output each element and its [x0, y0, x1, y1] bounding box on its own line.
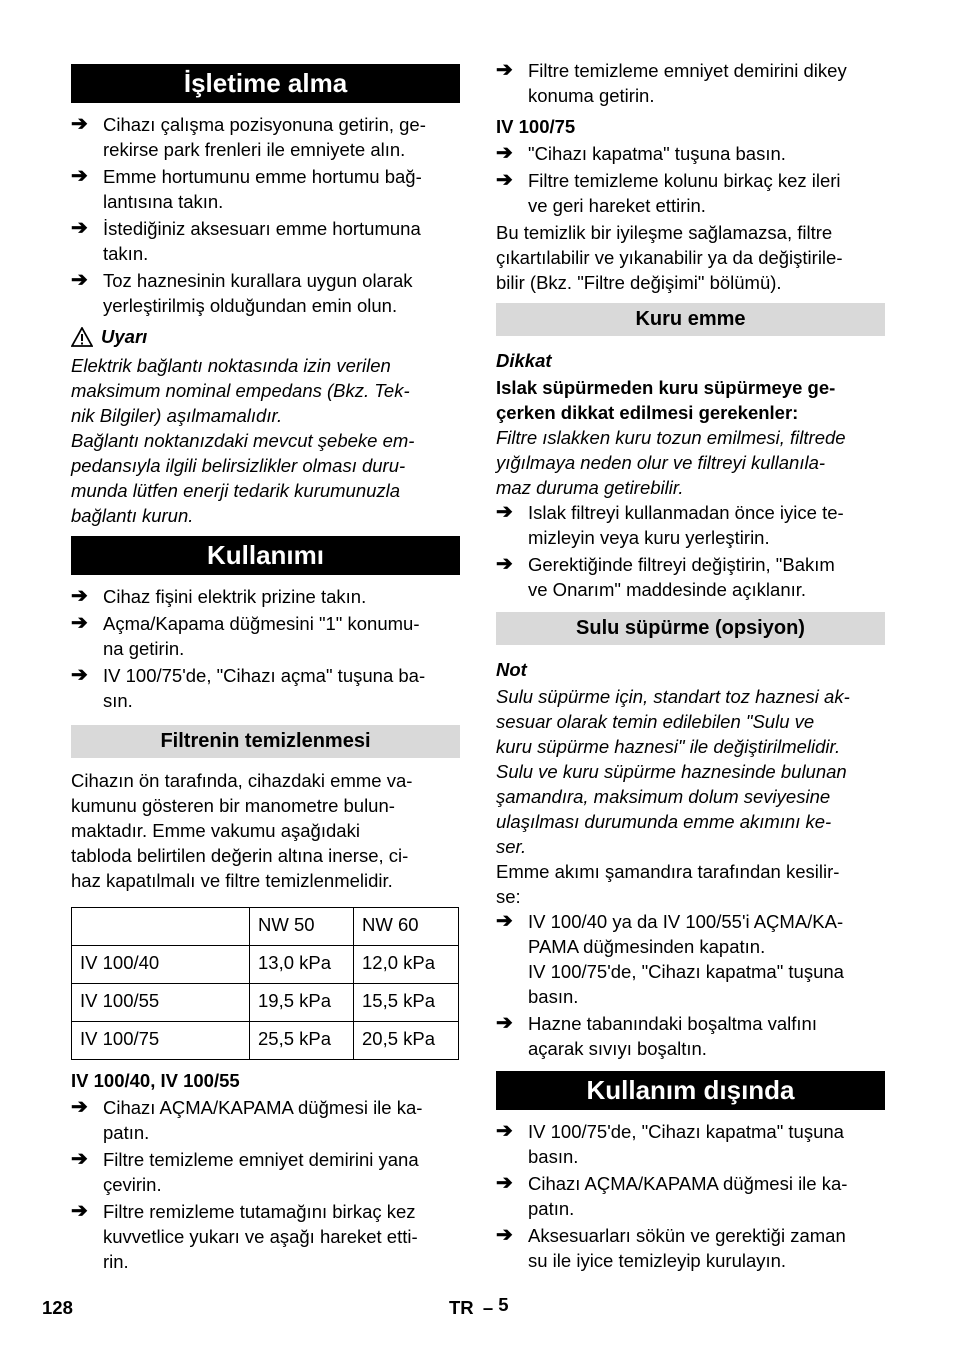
arrow-right-icon: ➔	[496, 910, 513, 932]
arrow-right-icon: ➔	[71, 1148, 88, 1170]
heading-kuru-emme: Kuru emme	[496, 303, 885, 336]
not-italic-text: Sulu süpürme için, standart toz haznesi ak- sesuar olarak temin edilebilen "Sulu ve kuru süpürme haznesi" ile değiştirilmelidir. Sulu ve kuru süpürme haznesinde bulunan şamandıra, maksimum dolum seviyesine ulaşılması durumunda emme akımını ke- ser.	[496, 686, 850, 857]
arrow-right-icon: ➔	[496, 1012, 513, 1034]
list-item: ➔ Gerektiğinde filtreyi değiştirin, "Bakım ve Onarım" maddesinde açıklanır.	[496, 553, 835, 600]
list-item: ➔ Filtre remizleme tutamağını birkaç kez kuvvetlice yukarı ve aşağı hareket etti- rin.	[71, 1200, 418, 1272]
list-item: ➔ IV 100/75'de, "Cihazı açma" tuşuna ba- sın.	[71, 664, 426, 711]
arrow-right-icon: ➔	[496, 501, 513, 523]
warning-label: Uyarı	[71, 324, 460, 349]
heading-filtrenin-temizlenmesi: Filtrenin temizlenmesi	[71, 725, 460, 758]
footer-lang: TR – 5	[449, 1294, 509, 1318]
list-item: ➔ Cihazı AÇMA/KAPAMA düğmesi ile ka- patın.	[496, 1172, 848, 1219]
right-column	[496, 58, 885, 1275]
list-item: ➔ Aksesuarları sökün ve gerektiği zaman su ile iyice temizleyip kurulayın.	[496, 1224, 846, 1271]
list-item: ➔ Cihazı AÇMA/KAPAMA düğmesi ile ka- patın.	[71, 1096, 423, 1143]
arrow-right-icon: ➔	[496, 59, 513, 81]
iv75-paragraph: Bu temizlik bir iyileşme sağlamazsa, filtre çıkartılabilir ve yıkanabilir ya da değiştirile- bilir (Bkz. "Filtre değişimi" bölümü).	[496, 222, 843, 293]
warning-triangle-icon	[71, 327, 93, 347]
arrow-right-icon: ➔	[496, 553, 513, 575]
heading-kullanim-disinda: Kullanım dışında	[496, 1071, 885, 1110]
sulu-paragraph: Emme akımı şamandıra tarafından kesilir- se:	[496, 861, 840, 907]
list-item: ➔ Cihazı çalışma pozisyonuna getirin, ge- rekirse park frenleri ile emniyete alın.	[71, 113, 426, 160]
list-item-continuation: IV 100/75'de, "Cihazı kapatma" tuşuna basın.	[528, 961, 844, 1007]
page-number: 128	[42, 1297, 73, 1318]
pressure-table	[71, 907, 459, 1060]
arrow-right-icon: ➔	[71, 113, 88, 135]
arrow-right-icon: ➔	[71, 585, 88, 607]
arrow-right-icon: ➔	[71, 664, 88, 686]
warning-text-1: Elektrik bağlantı noktasında izin verilen maksimum nominal empedans (Bkz. Tek- nik Bilgiler) aşılmamalıdır.	[71, 355, 410, 426]
left-column	[71, 58, 460, 1276]
list-item: ➔ Filtre temizleme emniyet demirini yana çevirin.	[71, 1148, 419, 1195]
subheading-iv4055: IV 100/40, IV 100/55	[71, 1070, 240, 1091]
heading-kullanimi: Kullanımı	[71, 536, 460, 575]
list-item: ➔ IV 100/40 ya da IV 100/55'i AÇMA/KA- PAMA düğmesinden kapatın.	[496, 910, 844, 957]
arrow-right-icon: ➔	[496, 169, 513, 191]
list-item: ➔ IV 100/75'de, "Cihazı kapatma" tuşuna basın.	[496, 1120, 844, 1167]
warning-text-2: Bağlantı noktanızdaki mevcut şebeke em- pedansıyla ilgili belirsizlikler olması duru- munda lütfen enerji tedarik kurumunuzla bağlantı kurun.	[71, 430, 415, 526]
list-item: ➔ Emme hortumunu emme hortumu bağ- lantısına takın.	[71, 165, 422, 212]
dikkat-italic-text: Filtre ıslakken kuru tozun emilmesi, filtrede yığılmaya neden olur ve filtreyi kullanıla- maz duruma getirebilir.	[496, 427, 846, 498]
list-item: ➔ Cihaz fişini elektrik prizine takın.	[71, 585, 367, 607]
arrow-right-icon: ➔	[496, 1120, 513, 1142]
arrow-right-icon: ➔	[71, 165, 88, 187]
list-item: ➔ Hazne tabanındaki boşaltma valfını açarak sıvıyı boşaltın.	[496, 1012, 817, 1059]
arrow-right-icon: ➔	[496, 142, 513, 164]
arrow-right-icon: ➔	[71, 1200, 88, 1222]
not-label: Not	[496, 659, 527, 680]
arrow-right-icon: ➔	[496, 1172, 513, 1194]
list-item: ➔ İstediğiniz aksesuarı emme hortumuna takın.	[71, 217, 421, 264]
heading-sulu-supurme: Sulu süpürme (opsiyon)	[496, 612, 885, 645]
list-item: ➔ Toz haznesinin kurallara uygun olarak yerleştirilmiş olduğundan emin olun.	[71, 269, 413, 316]
list-item: ➔ Filtre temizleme kolunu birkaç kez ileri ve geri hareket ettirin.	[496, 169, 841, 216]
arrow-right-icon: ➔	[71, 612, 88, 634]
list-item: ➔ Filtre temizleme emniyet demirini dikey konuma getirin.	[496, 59, 847, 106]
arrow-right-icon: ➔	[71, 269, 88, 291]
dikkat-label: Dikkat	[496, 350, 552, 371]
arrow-right-icon: ➔	[71, 1096, 88, 1118]
list-item: ➔ Açma/Kapama düğmesini "1" konumu- na getirin.	[71, 612, 420, 659]
arrow-right-icon: ➔	[71, 217, 88, 239]
list-item: ➔ Islak filtreyi kullanmadan önce iyice te- mizleyin veya kuru yerleştirin.	[496, 501, 844, 548]
table-row: IV 100/55 19,5 kPa 15,5 kPa	[72, 984, 459, 1022]
list-item: ➔ "Cihazı kapatma" tuşuna basın.	[496, 142, 786, 164]
arrow-right-icon: ➔	[496, 1224, 513, 1246]
subheading-iv75: IV 100/75	[496, 116, 576, 137]
filtre-paragraph: Cihazın ön tarafında, cihazdaki emme va- kumunu gösteren bir manometre bulun- maktadır. Emme vakumu aşağıdaki tabloda belirtilen değerin altına inerse, ci- haz kapatılmalı ve filtre temizlenmelidir.	[71, 770, 413, 891]
heading-isletime-alma: İşletime alma	[71, 64, 460, 103]
dikkat-bold-text: Islak süpürmeden kuru süpürmeye ge- çerken dikkat edilmesi gerekenler:	[496, 377, 836, 423]
table-row: IV 100/40 13,0 kPa 12,0 kPa	[72, 946, 459, 984]
table-row: IV 100/75 25,5 kPa 20,5 kPa	[72, 1022, 459, 1060]
table-header-row: NW 50 NW 60	[72, 908, 459, 946]
